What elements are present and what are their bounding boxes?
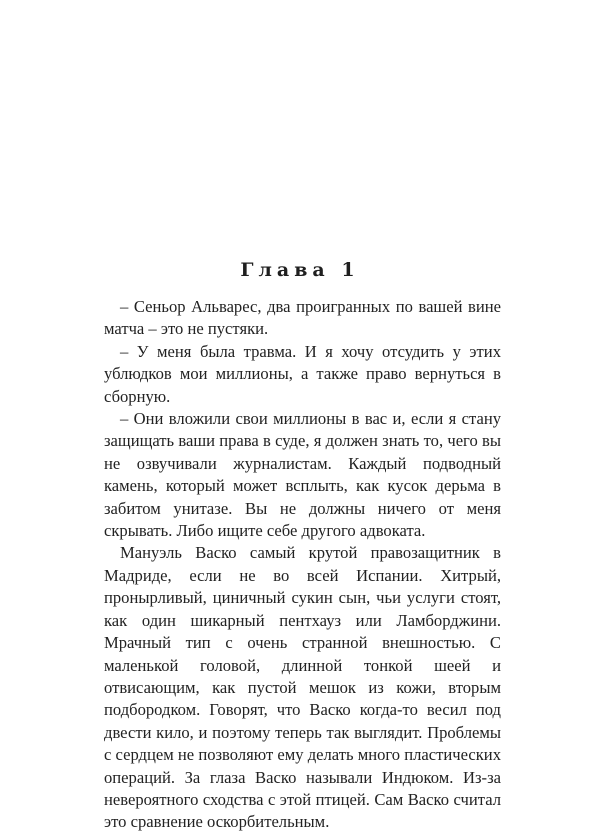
paragraph-2: – У меня была травма. И я хочу отсудить у этих ублюдков мои миллионы, а также право вернуться в сборную.: [104, 341, 501, 406]
paragraph-4: Мануэль Васко самый крутой правозащитник в Мадриде, если не во всей Испании. Хитрый, пронырливый, циничный сукин сын, чьи услуги стоят, как один шикарный пентхауз или Ламборджини. Мрачный тип с очень странной внешностью. С маленькой головой, длинной тонкой шеей и отвисающим, как пустой мешок из кожи, вторым подбородком. Говорят, что Васко когда-то весил под двести кило, и поэтому теперь так выглядит. Проблемы с сердцем не позволяют ему делать много пластических операций. За глаза Васко называли Индюком. Из-за невероятного сходства с этой птицей. Сам Васко считал это сравнение оскорбительным.: [104, 543, 501, 832]
chapter-body: [104, 296, 501, 834]
chapter-title: Глава 1: [240, 259, 360, 281]
paragraph-3: – Они вложили свои миллионы в вас и, если я стану защищать ваши права в суде, я должен знать то, чего вы не озвучивали журналистам. Каждый подводный камень, который может всплыть, как кусок дерьма в забитом унитазе. Вы не должны ничего от меня скрывать. Либо ищите себе другого адвоката.: [104, 409, 501, 541]
paragraph-1: – Сеньор Альварес, два проигранных по вашей вине матча – это не пустяки.: [104, 297, 501, 339]
